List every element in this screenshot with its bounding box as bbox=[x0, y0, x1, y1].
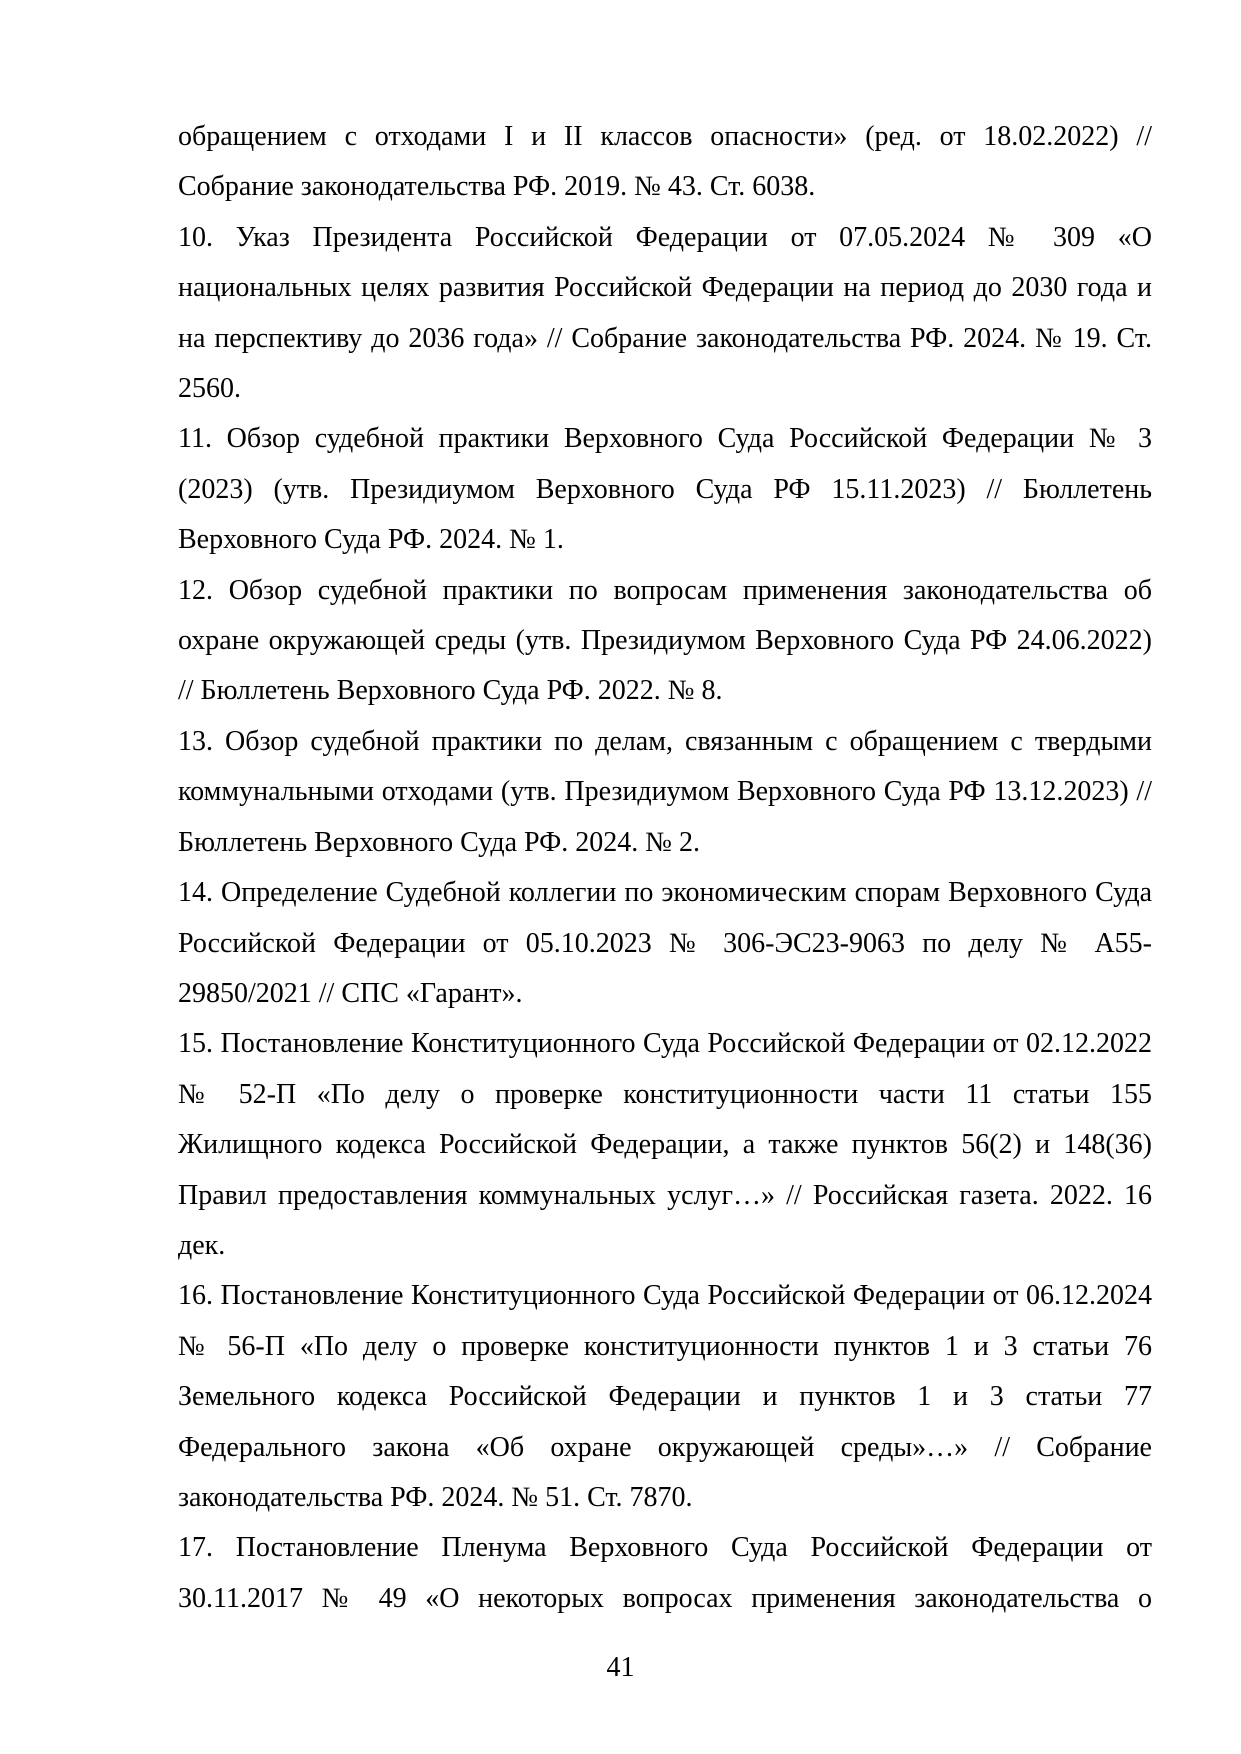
reference-item-9-continuation: обращением с отходами I и II классов опасности» (ред. от 18.02.2022) // Собрание законодательства РФ. 2019. № 43. Ст. 6038. bbox=[178, 121, 1152, 203]
page-number: 41 bbox=[606, 1652, 635, 1683]
reference-item-14: 14. Определение Судебной коллегии по экономическим спорам Верховного Суда Российской Федерации от 05.10.2023 № 306-ЭС23-9063 по делу № А55-29850/2021 // СПС «Гарант». bbox=[178, 877, 1152, 1009]
reference-item-10: 10. Указ Президента Российской Федерации от 07.05.2024 № 309 «О национальных целях развития Российской Федерации на период до 2030 года и на перспективу до 2036 года» // Собрание законодательства РФ. 2024. № 19. Ст. 2560. bbox=[178, 221, 1152, 405]
reference-item-17: 17. Постановление Пленума Верховного Суда Российской Федерации от 30.11.2017 № 49 «О некоторых вопросах применения законодательства о bbox=[178, 1532, 1152, 1614]
reference-item-12: 12. Обзор судебной практики по вопросам применения законодательства об охране окружающей среды (утв. Президиумом Верховного Суда РФ 24.06.2022) // Бюллетень Верховного Суда РФ. 2022. № 8. bbox=[178, 574, 1152, 707]
reference-item-16: 16. Постановление Конституционного Суда Российской Федерации от 06.12.2024 № 56-П «По делу о проверке конституционности пунктов 1 и 3 статьи 76 Земельного кодекса Российской Федерации и пунктов 1 и 3 статьи 77 Федерального закона «Об охране окружающей среды»…» // Собрание законодательства РФ. 2024. № 51. Ст. 7870. bbox=[178, 1280, 1152, 1513]
reference-item-15: 15. Постановление Конституционного Суда Российской Федерации от 02.12.2022 № 52-П «По делу о проверке конституционности части 11 статьи 155 Жилищного кодекса Российской Федерации, а также пунктов 56(2) и 148(36) Правил предоставления коммунальных услуг…» // Российская газета. 2022. 16 дек. bbox=[178, 1028, 1152, 1261]
reference-item-11: 11. Обзор судебной практики Верховного Суда Российской Федерации № 3 (2023) (утв. Президиумом Верховного Суда РФ 15.11.2023) // Бюллетень Верховного Суда РФ. 2024. № 1. bbox=[178, 423, 1152, 556]
reference-item-13: 13. Обзор судебной практики по делам, связанным с обращением с твердыми коммунальными отходами (утв. Президиумом Верховного Суда РФ 13.12.2023) // Бюллетень Верховного Суда РФ. 2024. № 2. bbox=[178, 725, 1152, 858]
references-list bbox=[178, 112, 1152, 1624]
